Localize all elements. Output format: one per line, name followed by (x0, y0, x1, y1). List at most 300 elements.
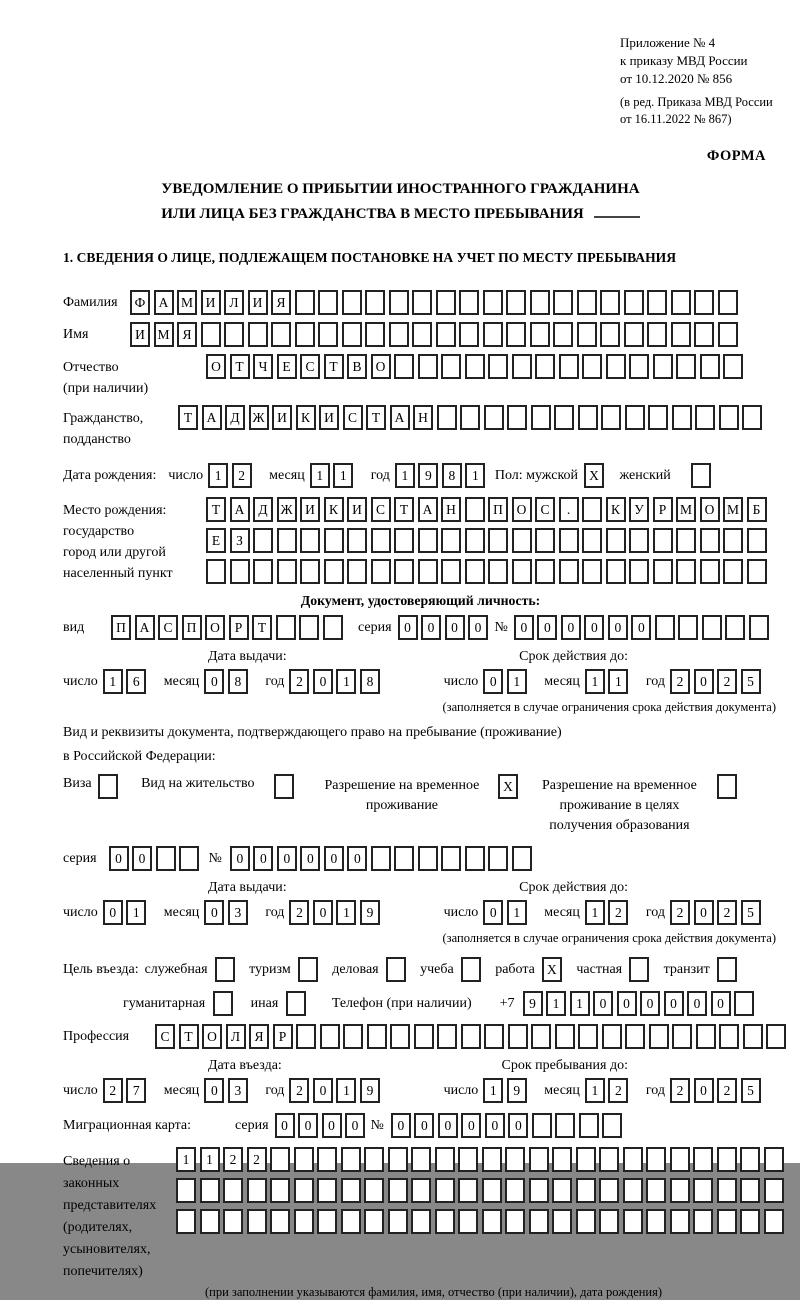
char-cell[interactable]: М (676, 497, 696, 522)
char-cell[interactable] (508, 1024, 528, 1049)
char-cell[interactable] (576, 1147, 596, 1172)
char-cell[interactable] (300, 559, 320, 584)
char-cell[interactable] (465, 354, 485, 379)
char-cell[interactable] (394, 559, 414, 584)
char-cell[interactable]: 0 (313, 900, 333, 925)
char-cell[interactable]: И (319, 405, 339, 430)
char-cell[interactable]: 6 (126, 669, 146, 694)
char-cell[interactable]: 1 (570, 991, 590, 1016)
char-cell[interactable]: Н (441, 497, 461, 522)
char-cell[interactable] (295, 290, 315, 315)
char-cell[interactable] (700, 528, 720, 553)
char-cell[interactable] (435, 1147, 455, 1172)
char-cell[interactable] (418, 528, 438, 553)
char-cell[interactable] (435, 1178, 455, 1203)
char-cell[interactable]: М (723, 497, 743, 522)
char-cell[interactable] (599, 1178, 619, 1203)
char-cell[interactable] (740, 1209, 760, 1234)
char-cell[interactable] (437, 1024, 457, 1049)
char-cell[interactable] (717, 1178, 737, 1203)
char-cell[interactable] (578, 405, 598, 430)
char-cell[interactable] (414, 1024, 434, 1049)
char-cell[interactable] (702, 615, 722, 640)
char-cell[interactable]: О (371, 354, 391, 379)
char-cell[interactable]: 0 (640, 991, 660, 1016)
char-cell[interactable] (176, 1209, 196, 1234)
char-cell[interactable]: 0 (438, 1113, 458, 1138)
char-cell[interactable] (465, 528, 485, 553)
char-cell[interactable] (506, 322, 526, 347)
char-cell[interactable] (691, 463, 711, 488)
char-cell[interactable] (461, 957, 481, 982)
char-cell[interactable] (411, 1147, 431, 1172)
char-cell[interactable] (629, 957, 649, 982)
char-cell[interactable]: У (629, 497, 649, 522)
char-cell[interactable] (700, 354, 720, 379)
char-cell[interactable]: 0 (414, 1113, 434, 1138)
char-cell[interactable] (276, 615, 296, 640)
char-cell[interactable] (764, 1178, 784, 1203)
char-cell[interactable] (341, 1178, 361, 1203)
char-cell[interactable] (535, 354, 555, 379)
char-cell[interactable] (719, 405, 739, 430)
char-cell[interactable] (364, 1178, 384, 1203)
char-cell[interactable]: . (559, 497, 579, 522)
char-cell[interactable]: 0 (593, 991, 613, 1016)
char-cell[interactable] (553, 322, 573, 347)
char-cell[interactable] (347, 559, 367, 584)
char-cell[interactable] (601, 405, 621, 430)
char-cell[interactable] (742, 405, 762, 430)
char-cell[interactable]: О (700, 497, 720, 522)
char-cell[interactable]: 8 (442, 463, 462, 488)
char-cell[interactable]: 0 (253, 846, 273, 871)
char-cell[interactable] (606, 559, 626, 584)
char-cell[interactable] (649, 1024, 669, 1049)
char-cell[interactable]: И (272, 405, 292, 430)
char-cell[interactable] (389, 322, 409, 347)
char-cell[interactable] (512, 846, 532, 871)
char-cell[interactable]: 2 (608, 1078, 628, 1103)
char-cell[interactable] (394, 354, 414, 379)
char-cell[interactable] (579, 1113, 599, 1138)
char-cell[interactable]: 1 (333, 463, 353, 488)
char-cell[interactable] (653, 528, 673, 553)
char-cell[interactable]: 2 (289, 669, 309, 694)
char-cell[interactable] (670, 1209, 690, 1234)
char-cell[interactable] (482, 1178, 502, 1203)
char-cell[interactable]: 0 (664, 991, 684, 1016)
char-cell[interactable]: Т (252, 615, 272, 640)
char-cell[interactable]: 1 (176, 1147, 196, 1172)
char-cell[interactable] (740, 1147, 760, 1172)
char-cell[interactable]: З (230, 528, 250, 553)
char-cell[interactable] (460, 405, 480, 430)
char-cell[interactable]: Р (653, 497, 673, 522)
char-cell[interactable] (483, 322, 503, 347)
char-cell[interactable]: 0 (132, 846, 152, 871)
char-cell[interactable] (559, 528, 579, 553)
char-cell[interactable]: 8 (228, 669, 248, 694)
char-cell[interactable]: 0 (468, 615, 488, 640)
char-cell[interactable]: 0 (608, 615, 628, 640)
char-cell[interactable]: И (201, 290, 221, 315)
char-cell[interactable]: 1 (585, 900, 605, 925)
char-cell[interactable] (459, 290, 479, 315)
char-cell[interactable]: 0 (298, 1113, 318, 1138)
char-cell[interactable]: 1 (465, 463, 485, 488)
char-cell[interactable]: 3 (228, 1078, 248, 1103)
char-cell[interactable] (602, 1024, 622, 1049)
char-cell[interactable] (747, 559, 767, 584)
char-cell[interactable] (461, 1024, 481, 1049)
char-cell[interactable] (270, 1147, 290, 1172)
char-cell[interactable]: О (512, 497, 532, 522)
char-cell[interactable]: Ч (253, 354, 273, 379)
char-cell[interactable]: Ф (130, 290, 150, 315)
char-cell[interactable]: К (324, 497, 344, 522)
char-cell[interactable] (693, 1178, 713, 1203)
char-cell[interactable] (625, 405, 645, 430)
char-cell[interactable] (200, 1209, 220, 1234)
char-cell[interactable]: 0 (694, 1078, 714, 1103)
char-cell[interactable]: 0 (275, 1113, 295, 1138)
char-cell[interactable] (553, 290, 573, 315)
char-cell[interactable]: 2 (103, 1078, 123, 1103)
char-cell[interactable]: Я (177, 322, 197, 347)
char-cell[interactable] (529, 1147, 549, 1172)
char-cell[interactable]: 2 (247, 1147, 267, 1172)
char-cell[interactable]: 1 (200, 1147, 220, 1172)
char-cell[interactable] (324, 528, 344, 553)
char-cell[interactable]: 1 (585, 1078, 605, 1103)
char-cell[interactable]: 0 (391, 1113, 411, 1138)
char-cell[interactable]: X (584, 463, 604, 488)
char-cell[interactable]: 9 (360, 1078, 380, 1103)
char-cell[interactable] (764, 1209, 784, 1234)
char-cell[interactable]: Б (747, 497, 767, 522)
char-cell[interactable]: Т (394, 497, 414, 522)
char-cell[interactable] (484, 405, 504, 430)
char-cell[interactable] (458, 1178, 478, 1203)
char-cell[interactable] (389, 290, 409, 315)
char-cell[interactable]: Е (277, 354, 297, 379)
char-cell[interactable] (247, 1178, 267, 1203)
char-cell[interactable] (507, 405, 527, 430)
char-cell[interactable] (294, 1147, 314, 1172)
char-cell[interactable]: 1 (507, 900, 527, 925)
char-cell[interactable]: Е (206, 528, 226, 553)
char-cell[interactable] (559, 559, 579, 584)
char-cell[interactable]: 0 (485, 1113, 505, 1138)
char-cell[interactable] (696, 1024, 716, 1049)
char-cell[interactable]: 2 (223, 1147, 243, 1172)
char-cell[interactable] (277, 528, 297, 553)
char-cell[interactable]: Л (224, 290, 244, 315)
char-cell[interactable] (488, 354, 508, 379)
char-cell[interactable] (506, 290, 526, 315)
char-cell[interactable]: 0 (204, 900, 224, 925)
char-cell[interactable] (552, 1209, 572, 1234)
char-cell[interactable] (323, 615, 343, 640)
char-cell[interactable] (441, 354, 461, 379)
char-cell[interactable]: 9 (523, 991, 543, 1016)
char-cell[interactable]: 0 (537, 615, 557, 640)
char-cell[interactable] (725, 615, 745, 640)
char-cell[interactable]: О (205, 615, 225, 640)
char-cell[interactable] (629, 559, 649, 584)
char-cell[interactable]: И (248, 290, 268, 315)
char-cell[interactable]: 1 (395, 463, 415, 488)
char-cell[interactable] (718, 322, 738, 347)
char-cell[interactable] (672, 405, 692, 430)
char-cell[interactable] (176, 1178, 196, 1203)
char-cell[interactable] (582, 497, 602, 522)
char-cell[interactable] (624, 322, 644, 347)
char-cell[interactable]: М (154, 322, 174, 347)
char-cell[interactable]: 0 (322, 1113, 342, 1138)
char-cell[interactable] (230, 559, 250, 584)
char-cell[interactable] (371, 559, 391, 584)
char-cell[interactable]: 5 (741, 1078, 761, 1103)
char-cell[interactable] (342, 322, 362, 347)
char-cell[interactable] (559, 354, 579, 379)
char-cell[interactable] (364, 1209, 384, 1234)
char-cell[interactable] (676, 528, 696, 553)
char-cell[interactable]: 0 (347, 846, 367, 871)
char-cell[interactable]: 2 (717, 669, 737, 694)
char-cell[interactable] (317, 1147, 337, 1172)
char-cell[interactable] (388, 1178, 408, 1203)
char-cell[interactable] (600, 290, 620, 315)
char-cell[interactable]: 0 (324, 846, 344, 871)
char-cell[interactable] (394, 528, 414, 553)
char-cell[interactable] (747, 528, 767, 553)
char-cell[interactable] (286, 991, 306, 1016)
char-cell[interactable] (512, 354, 532, 379)
char-cell[interactable]: О (206, 354, 226, 379)
char-cell[interactable] (623, 1209, 643, 1234)
char-cell[interactable] (624, 290, 644, 315)
char-cell[interactable] (693, 1147, 713, 1172)
char-cell[interactable] (505, 1209, 525, 1234)
char-cell[interactable] (294, 1209, 314, 1234)
char-cell[interactable]: 2 (717, 900, 737, 925)
char-cell[interactable] (484, 1024, 504, 1049)
char-cell[interactable] (646, 1147, 666, 1172)
char-cell[interactable] (577, 290, 597, 315)
char-cell[interactable]: Ж (277, 497, 297, 522)
char-cell[interactable]: В (347, 354, 367, 379)
char-cell[interactable] (418, 559, 438, 584)
char-cell[interactable] (695, 405, 715, 430)
char-cell[interactable] (296, 1024, 316, 1049)
char-cell[interactable] (277, 559, 297, 584)
char-cell[interactable] (458, 1147, 478, 1172)
char-cell[interactable]: 0 (461, 1113, 481, 1138)
char-cell[interactable] (386, 957, 406, 982)
char-cell[interactable] (465, 559, 485, 584)
char-cell[interactable]: 2 (670, 1078, 690, 1103)
char-cell[interactable] (531, 1024, 551, 1049)
char-cell[interactable] (676, 354, 696, 379)
char-cell[interactable] (465, 497, 485, 522)
char-cell[interactable] (671, 322, 691, 347)
char-cell[interactable]: 9 (418, 463, 438, 488)
char-cell[interactable] (600, 322, 620, 347)
char-cell[interactable] (535, 559, 555, 584)
char-cell[interactable] (441, 528, 461, 553)
char-cell[interactable]: Р (229, 615, 249, 640)
char-cell[interactable] (535, 528, 555, 553)
char-cell[interactable] (623, 1147, 643, 1172)
char-cell[interactable] (388, 1147, 408, 1172)
char-cell[interactable] (224, 322, 244, 347)
char-cell[interactable] (223, 1209, 243, 1234)
char-cell[interactable]: П (488, 497, 508, 522)
char-cell[interactable] (717, 1147, 737, 1172)
char-cell[interactable]: А (154, 290, 174, 315)
char-cell[interactable]: 0 (711, 991, 731, 1016)
char-cell[interactable] (723, 354, 743, 379)
char-cell[interactable] (766, 1024, 786, 1049)
char-cell[interactable]: Я (271, 290, 291, 315)
char-cell[interactable]: С (343, 405, 363, 430)
char-cell[interactable]: 2 (717, 1078, 737, 1103)
char-cell[interactable] (388, 1209, 408, 1234)
char-cell[interactable]: 0 (694, 669, 714, 694)
char-cell[interactable] (299, 615, 319, 640)
char-cell[interactable]: 1 (310, 463, 330, 488)
char-cell[interactable]: Л (226, 1024, 246, 1049)
char-cell[interactable]: Ж (249, 405, 269, 430)
char-cell[interactable] (582, 354, 602, 379)
char-cell[interactable] (483, 290, 503, 315)
char-cell[interactable]: 9 (507, 1078, 527, 1103)
char-cell[interactable]: С (158, 615, 178, 640)
char-cell[interactable]: 0 (445, 615, 465, 640)
char-cell[interactable]: А (230, 497, 250, 522)
char-cell[interactable] (341, 1147, 361, 1172)
char-cell[interactable]: Т (179, 1024, 199, 1049)
char-cell[interactable] (298, 957, 318, 982)
char-cell[interactable] (343, 1024, 363, 1049)
char-cell[interactable]: 1 (483, 1078, 503, 1103)
char-cell[interactable] (179, 846, 199, 871)
char-cell[interactable]: Т (178, 405, 198, 430)
char-cell[interactable] (156, 846, 176, 871)
char-cell[interactable] (367, 1024, 387, 1049)
char-cell[interactable] (318, 322, 338, 347)
char-cell[interactable] (295, 322, 315, 347)
char-cell[interactable]: С (300, 354, 320, 379)
char-cell[interactable]: Т (366, 405, 386, 430)
char-cell[interactable] (648, 405, 668, 430)
char-cell[interactable] (606, 528, 626, 553)
char-cell[interactable] (599, 1147, 619, 1172)
char-cell[interactable]: С (371, 497, 391, 522)
char-cell[interactable] (653, 559, 673, 584)
char-cell[interactable] (719, 1024, 739, 1049)
char-cell[interactable] (371, 528, 391, 553)
char-cell[interactable] (670, 1147, 690, 1172)
char-cell[interactable] (555, 1113, 575, 1138)
char-cell[interactable] (700, 559, 720, 584)
char-cell[interactable]: X (542, 957, 562, 982)
char-cell[interactable] (629, 528, 649, 553)
char-cell[interactable]: 1 (336, 1078, 356, 1103)
char-cell[interactable] (577, 322, 597, 347)
char-cell[interactable] (505, 1147, 525, 1172)
char-cell[interactable] (743, 1024, 763, 1049)
char-cell[interactable] (248, 322, 268, 347)
char-cell[interactable] (98, 774, 118, 799)
char-cell[interactable]: 1 (546, 991, 566, 1016)
char-cell[interactable] (578, 1024, 598, 1049)
char-cell[interactable] (655, 615, 675, 640)
char-cell[interactable] (529, 1178, 549, 1203)
char-cell[interactable] (412, 322, 432, 347)
char-cell[interactable] (317, 1178, 337, 1203)
char-cell[interactable]: Д (253, 497, 273, 522)
char-cell[interactable]: А (390, 405, 410, 430)
char-cell[interactable] (215, 957, 235, 982)
char-cell[interactable] (364, 1147, 384, 1172)
char-cell[interactable]: 0 (398, 615, 418, 640)
char-cell[interactable] (602, 1113, 622, 1138)
char-cell[interactable] (441, 846, 461, 871)
char-cell[interactable]: М (177, 290, 197, 315)
char-cell[interactable] (694, 290, 714, 315)
char-cell[interactable] (394, 846, 414, 871)
char-cell[interactable] (201, 322, 221, 347)
char-cell[interactable]: О (202, 1024, 222, 1049)
char-cell[interactable] (458, 1209, 478, 1234)
char-cell[interactable]: П (111, 615, 131, 640)
char-cell[interactable] (488, 528, 508, 553)
char-cell[interactable] (300, 528, 320, 553)
char-cell[interactable] (554, 405, 574, 430)
char-cell[interactable] (629, 354, 649, 379)
char-cell[interactable] (435, 1209, 455, 1234)
char-cell[interactable] (253, 559, 273, 584)
char-cell[interactable] (436, 290, 456, 315)
char-cell[interactable] (717, 957, 737, 982)
char-cell[interactable] (717, 774, 737, 799)
char-cell[interactable] (418, 354, 438, 379)
char-cell[interactable]: 7 (126, 1078, 146, 1103)
char-cell[interactable] (531, 405, 551, 430)
char-cell[interactable] (465, 846, 485, 871)
char-cell[interactable] (341, 1209, 361, 1234)
char-cell[interactable] (671, 290, 691, 315)
char-cell[interactable] (365, 322, 385, 347)
char-cell[interactable] (253, 528, 273, 553)
char-cell[interactable]: 0 (631, 615, 651, 640)
char-cell[interactable] (647, 290, 667, 315)
char-cell[interactable] (672, 1024, 692, 1049)
char-cell[interactable]: 3 (228, 900, 248, 925)
char-cell[interactable]: 0 (109, 846, 129, 871)
char-cell[interactable] (206, 559, 226, 584)
char-cell[interactable] (317, 1209, 337, 1234)
char-cell[interactable] (270, 1209, 290, 1234)
char-cell[interactable]: 1 (103, 669, 123, 694)
char-cell[interactable]: 0 (345, 1113, 365, 1138)
char-cell[interactable] (505, 1178, 525, 1203)
char-cell[interactable]: И (130, 322, 150, 347)
char-cell[interactable] (371, 846, 391, 871)
